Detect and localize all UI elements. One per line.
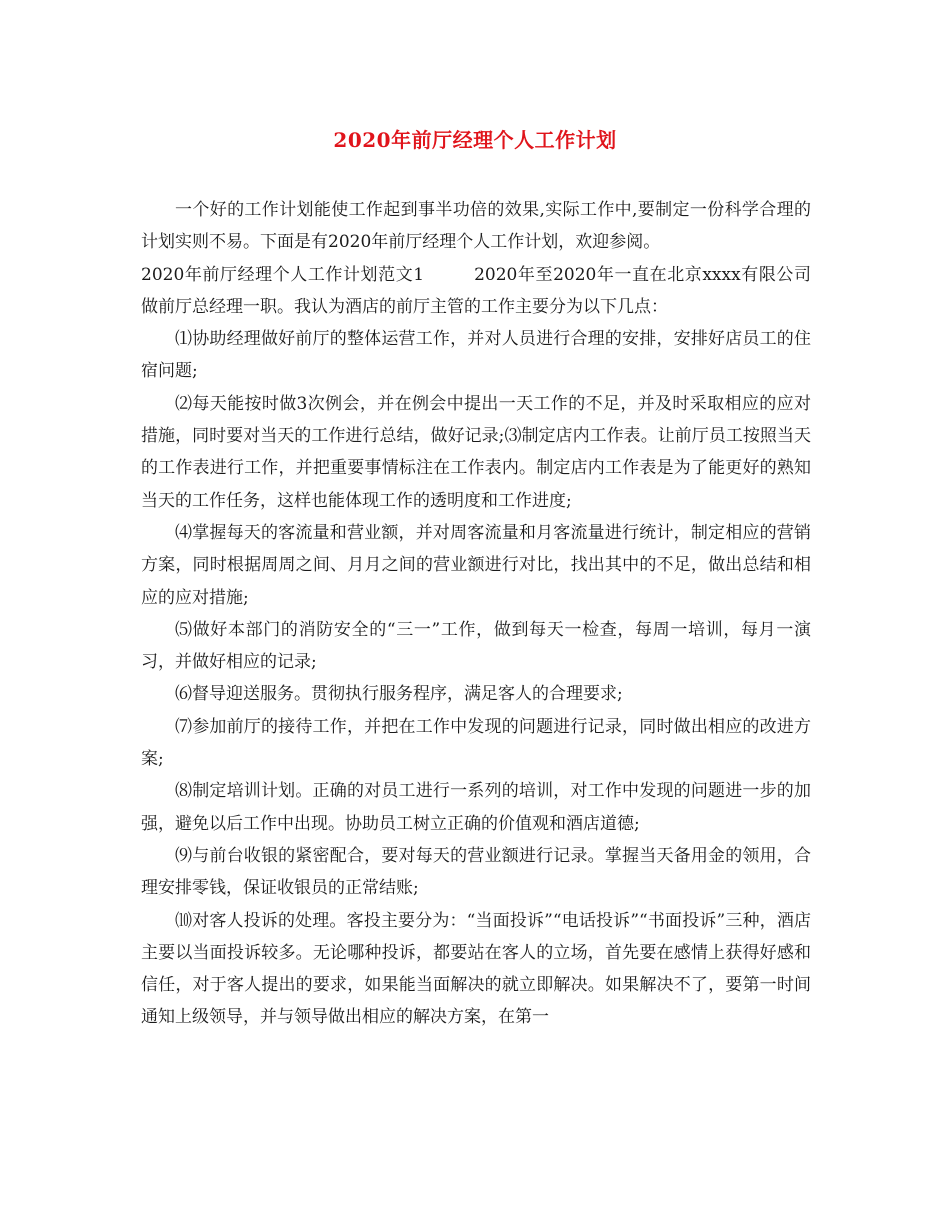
sample-intro: 2020年至2020年一直在北京xxxx有限公司做前厅总经理一职。我认为酒店的前厅主管的工作主要分为以下几点： [141, 264, 811, 317]
list-item: ⑷掌握每天的客流量和营业额，并对周客流量和月客流量进行统计，制定相应的营销方案，同时根据周周之间、月月之间的营业额进行对比，找出其中的不足，做出总结和相应的应对措施; [141, 522, 811, 608]
intro-paragraph: 一个好的工作计划能使工作起到事半功倍的效果,实际工作中,要制定一份科学合理的计划实则不易。下面是有2020年前厅经理个人工作计划，欢迎参阅。 [141, 200, 811, 253]
sample-title: 2020年前厅经理个人工作计划范文1 [141, 264, 425, 285]
sample-paragraph [141, 259, 811, 324]
list-item: ⑴协助经理做好前厅的整体运营工作，并对人员进行合理的安排，安排好店员工的住宿问题; [141, 329, 811, 382]
list-item: ⑸做好本部门的消防安全的“三一”工作，做到每天一检查，每周一培训，每月一演习，并做好相应的记录; [141, 619, 811, 673]
document-title: 2020年前厅经理个人工作计划 [333, 128, 617, 152]
list-item: ⑵每天能按时做3次例会，并在例会中提出一天工作的不足，并及时采取相应的应对措施，同时要对当天的工作进行总结，做好记录;⑶制定店内工作表。让前厅员工按照当天的工作表进行工作，并把重要事情标注在工作表内。制定店内工作表是为了能更好的熟知当天的工作任务，这样也能体现工作的透明度和工作进度; [141, 393, 811, 511]
list-item: ⑹督导迎送服务。贯彻执行服务程序，满足客人的合理要求; [175, 684, 623, 705]
list-item: ⑽对客人投诉的处理。客投主要分为：“当面投诉”“电话投诉”“书面投诉”三种，酒店主要以当面投诉较多。无论哪种投诉，都要站在客人的立场，首先要在感情上获得好感和信任，对于客人提出的要求，如果能当面解决的就立即解决。如果解决不了，要第一时间通知上级领导，并与领导做出相应的解决方案，在第一 [141, 910, 811, 1028]
list-item: ⑼与前台收银的紧密配合，要对每天的营业额进行记录。掌握当天备用金的领用，合理安排零钱，保证收银员的正常结账; [141, 845, 811, 899]
document-body [141, 194, 811, 1034]
list-item: ⑻制定培训计划。正确的对员工进行一系列的培训，对工作中发现的问题进一步的加强，避免以后工作中出现。协助员工树立正确的价值观和酒店道德; [141, 781, 811, 834]
list-item: ⑺参加前厅的接待工作，并把在工作中发现的问题进行记录，同时做出相应的改进方案; [141, 716, 811, 770]
